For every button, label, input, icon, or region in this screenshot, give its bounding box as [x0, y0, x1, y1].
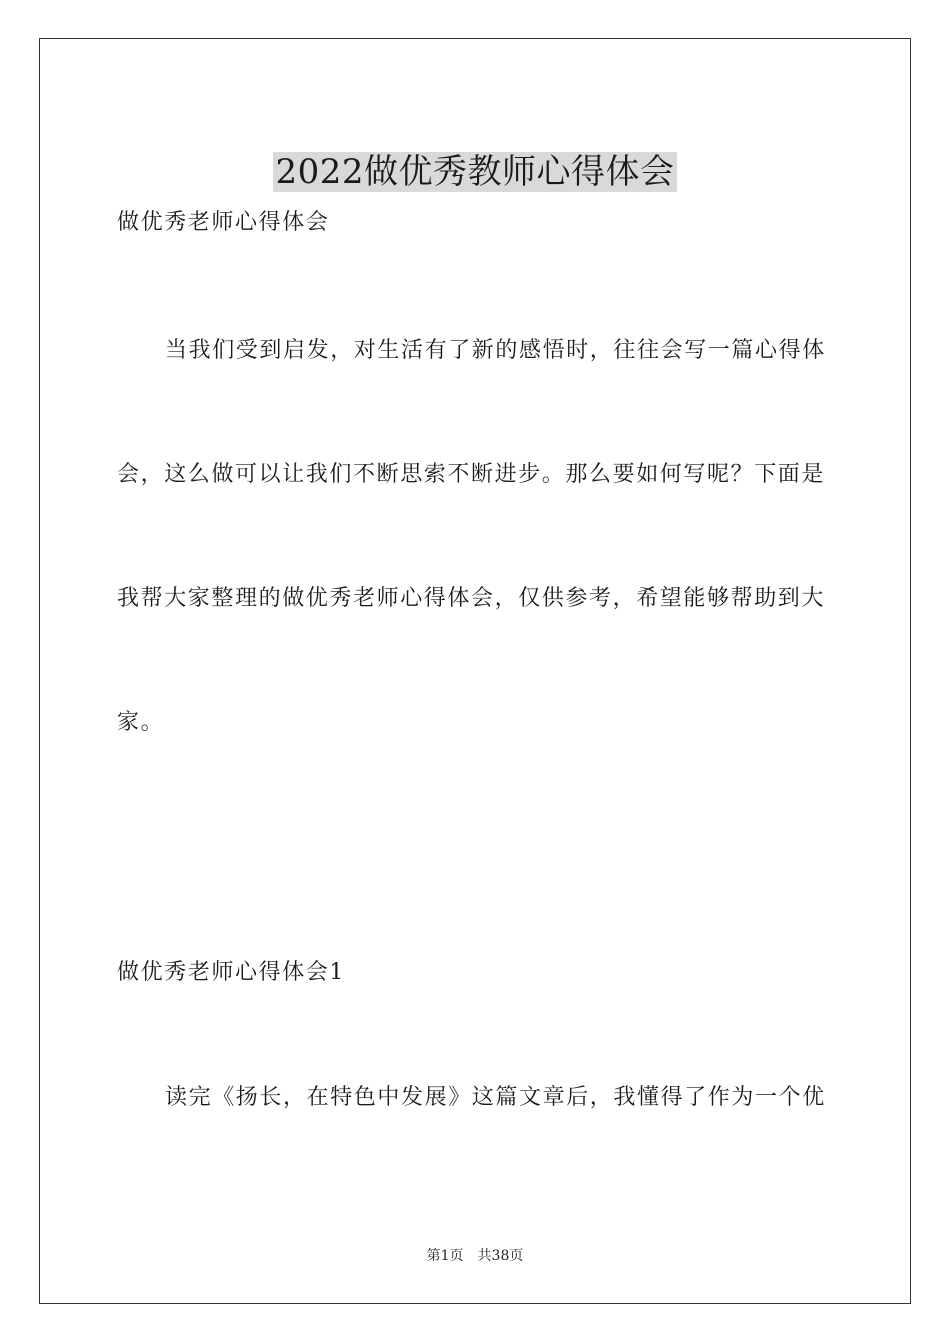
- page-footer: [0, 1247, 950, 1265]
- section-heading: 做优秀老师心得体会1: [117, 960, 345, 985]
- paragraph-line: 家。: [117, 710, 165, 735]
- paragraph-line: 读完《扬长，在特色中发展》这篇文章后，我懂得了作为一个优: [165, 1085, 826, 1110]
- page-number-total: 共38页: [477, 1248, 524, 1264]
- document-title-text: 2022做优秀教师心得体会: [275, 151, 675, 192]
- page-number-current: 第1页: [426, 1248, 464, 1264]
- document-title: [0, 151, 950, 193]
- paragraph-line: 我帮大家整理的做优秀老师心得体会，仅供参考，希望能够帮助到大: [117, 586, 826, 611]
- section-heading: 做优秀老师心得体会: [117, 210, 330, 235]
- paragraph-line: 会，这么做可以让我们不断思索不断进步。那么要如何写呢？下面是: [117, 462, 826, 487]
- paragraph-line: 当我们受到启发，对生活有了新的感悟时，往往会写一篇心得体: [165, 338, 826, 363]
